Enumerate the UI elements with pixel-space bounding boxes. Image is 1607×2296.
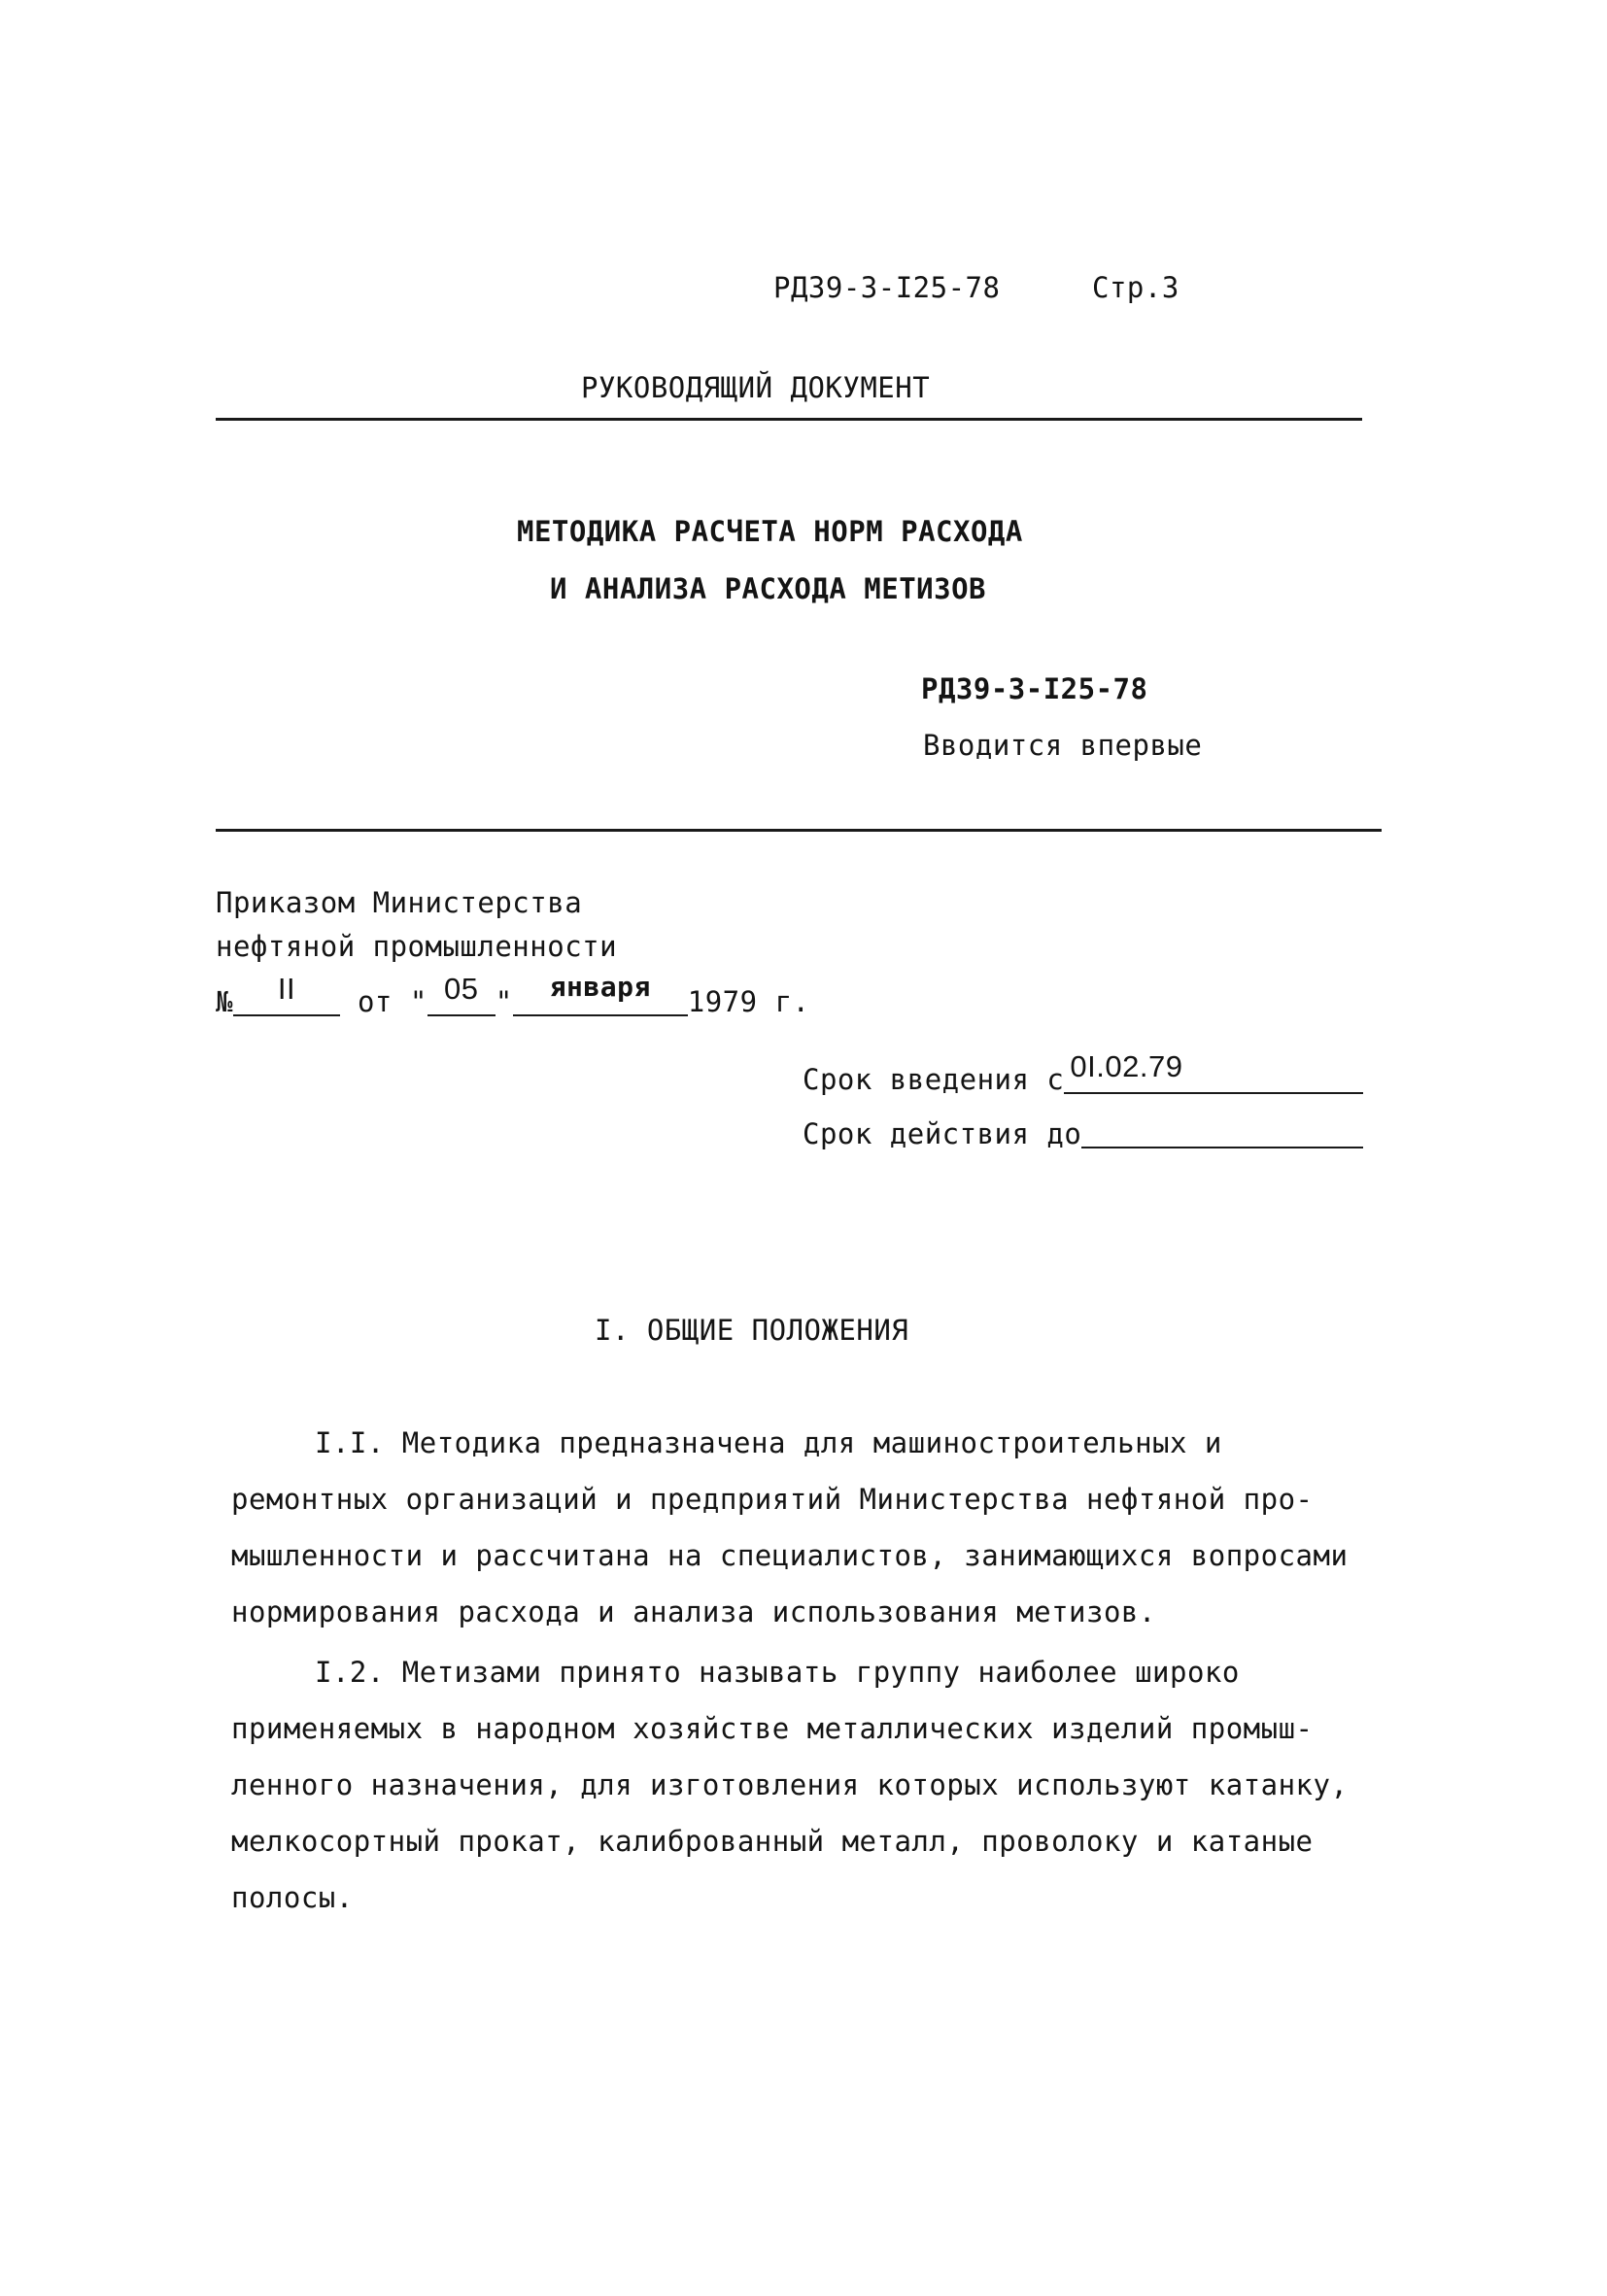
top-divider: [216, 418, 1362, 421]
doc-type-heading: РУКОВОДЯЩИЙ ДОКУМЕНТ: [581, 371, 931, 404]
order-quote-open: ": [409, 985, 427, 1018]
section-heading: I. ОБЩИЕ ПОЛОЖЕНИЯ: [595, 1314, 909, 1347]
order-year-suffix: г.: [774, 985, 810, 1018]
p2-line: I.2. Метизами принято называть группу наиболее широко: [315, 1656, 1240, 1689]
validity-intro-label: Срок введения с: [803, 1063, 1065, 1096]
header-page-number: Стр.3: [1092, 271, 1180, 304]
order-month-value: января: [549, 971, 651, 1003]
order-quote-close: ": [495, 985, 513, 1018]
p2-line: применяемых в народном хозяйстве металлических изделий промыш-: [231, 1712, 1314, 1745]
validity-expiry-label: Срок действия до: [803, 1117, 1082, 1150]
order-number-prefix: №: [216, 985, 233, 1018]
doc-title-line2: И АНАЛИЗА РАСХОДА МЕТИЗОВ: [550, 572, 986, 605]
doc-info-code: РД39-3-I25-78: [921, 672, 1148, 705]
p2-line: мелкосортный прокат, калиброванный металл, проволоку и катаные: [231, 1825, 1314, 1858]
order-number-field: [233, 972, 340, 1016]
validity-expiry-field: [1081, 1114, 1363, 1148]
validity-intro-field: [1064, 1049, 1363, 1094]
header-doc-code: РД39-3-I25-78: [773, 271, 1001, 304]
doc-info-status: Вводится впервые: [923, 729, 1203, 762]
validity-intro-line: [803, 1049, 1363, 1096]
p2-line: ленного назначения, для изготовления которых используют катанку,: [231, 1768, 1349, 1801]
order-number-value: II: [277, 972, 296, 1006]
validity-expiry-line: [803, 1114, 1363, 1148]
paragraph-1-2: [231, 1644, 1348, 1926]
doc-title-line1: МЕТОДИКА РАСЧЕТА НОРМ РАСХОДА: [517, 515, 1023, 548]
validity-intro-date: 0I.02.79: [1070, 1049, 1183, 1083]
p1-line: ремонтных организаций и предприятий Министерства нефтяной про-: [231, 1483, 1314, 1516]
order-line1: Приказом Министерства: [216, 886, 583, 919]
order-date-prefix: от: [357, 985, 393, 1018]
order-day-field: [427, 972, 496, 1016]
order-month-field: [513, 971, 688, 1016]
paragraph-1-1: [231, 1415, 1348, 1640]
p2-line: полосы.: [231, 1881, 354, 1914]
order-line2: нефтяной промышленности: [216, 930, 618, 963]
p1-line: мышленности и рассчитана на специалистов, занимающихся вопросами: [231, 1539, 1349, 1572]
p1-line: I.I. Методика предназначена для машиностроительных и: [315, 1426, 1222, 1459]
order-number-date-line: [216, 971, 810, 1018]
order-day-value: 05: [444, 972, 479, 1006]
order-year: 1979: [687, 985, 758, 1018]
p1-line: нормирования расхода и анализа использования метизов.: [231, 1595, 1156, 1628]
middle-divider: [216, 829, 1382, 832]
